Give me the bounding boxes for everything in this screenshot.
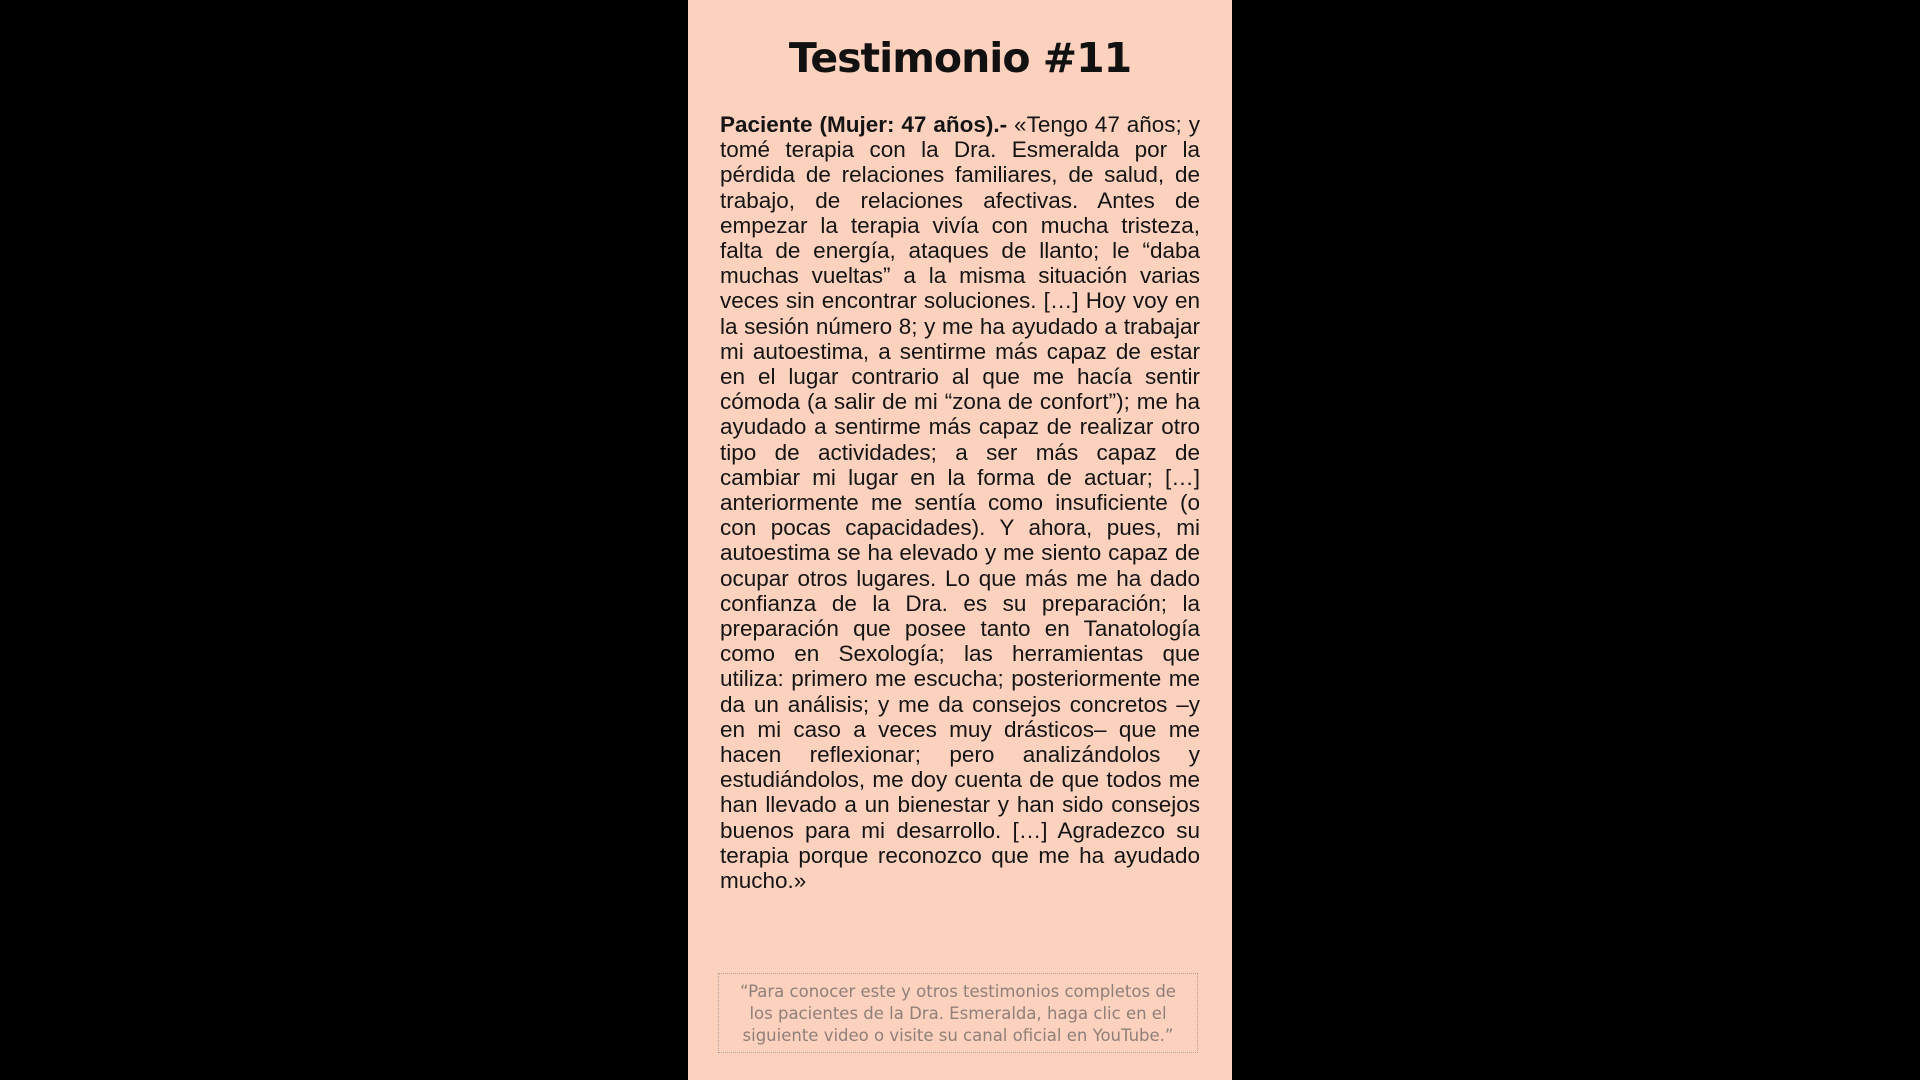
patient-label: Paciente (Mujer: 47 años).- (720, 112, 1008, 137)
testimonial-quote: «Tengo 47 años; y tomé terapia con la Dra. Esmeralda por la pérdida de relaciones familiares, de salud, de trabajo, de relaciones afectivas. Antes de empezar la terapia vivía con mucha tristeza, falta de energía, ataques de llanto; le “daba muchas vueltas” a la misma situación varias veces sin encontrar soluciones. […] Hoy voy en la sesión número 8; y me ha ayudado a trabajar mi autoestima, a sentirme más capaz de estar en el lugar contrario al que me hacía sentir cómoda (a salir de mi “zona de confort”); me ha ayudado a sentirme más capaz de realizar otro tipo de actividades; a ser más capaz de cambiar mi lugar en la forma de actuar; […] anteriormente me sentía como insuficiente (o con pocas capacidades). Y ahora, pues, mi autoestima se ha elevado y me siento capaz de ocupar otros lugares. Lo que más me ha dado confianza de la Dra. es su preparación; la preparación que posee tanto en Tanatología como en Sexología; las herramientas que utiliza: primero me escucha; posteriormente me da un análisis; y me da consejos concretos –y en mi caso a veces muy drásticos– que me hacen reflexionar; pero analizándolos y estudiándolos, me doy cuenta de que todos me han llevado a un bienestar y han sido consejos buenos para mi desarrollo. […] Agradezco su terapia porque reconozco que me ha ayudado mucho.» (720, 112, 1200, 894)
testimonial-card (688, 0, 1232, 1080)
testimonial-body (720, 112, 1200, 893)
testimonial-title: Testimonio #11 (788, 34, 1132, 82)
youtube-note: “Para conocer este y otros testimonios completos de los pacientes de la Dra. Esmeralda, haga clic en el siguiente video o visite su canal oficial en YouTube.” (718, 973, 1198, 1053)
